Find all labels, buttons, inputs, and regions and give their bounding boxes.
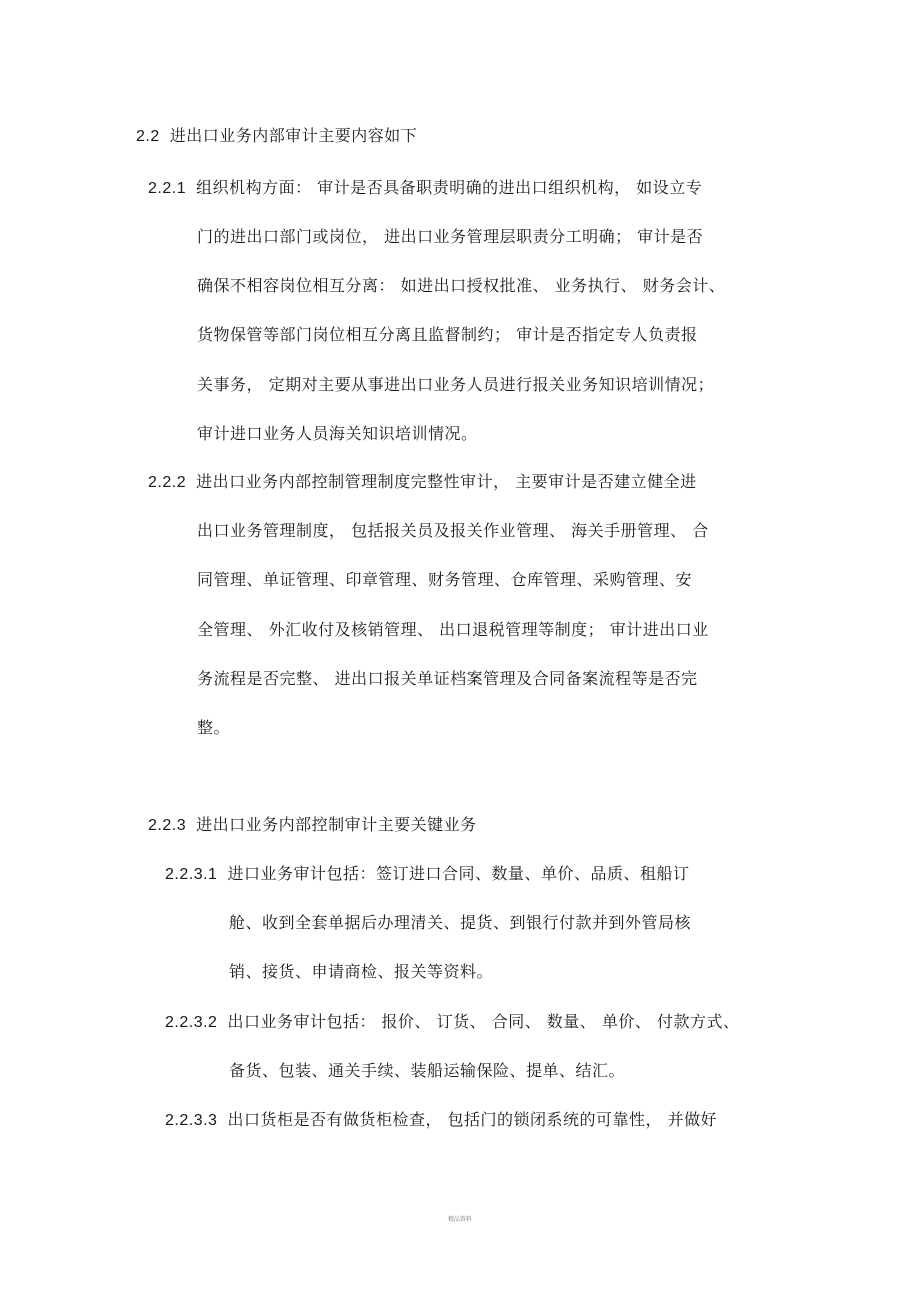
section-number: 2.2.3.2: [165, 1014, 218, 1031]
section-number: 2.2: [136, 128, 160, 145]
paragraph-line: 舱、收到全套单据后办理清关、提货、到银行付款并到外管局核: [229, 913, 692, 932]
section-number: 2.2.1: [148, 180, 187, 197]
paragraph-line: 全管理、 外汇收付及核销管理、 出口退税管理等制度； 审计进出口业: [197, 620, 709, 639]
paragraph-line: 确保不相容岗位相互分离： 如进出口授权批准、 业务执行、 财务会计、: [197, 276, 726, 295]
section-2-2-3-1-line: [165, 864, 689, 885]
paragraph-line: 整。: [197, 718, 231, 737]
paragraph-line: 出口业务管理制度， 包括报关员及报关作业管理、 海关手册管理、 合: [197, 521, 709, 540]
section-2-2-1-line: [148, 178, 702, 199]
section-number: 2.2.3: [148, 817, 187, 834]
paragraph-line: 同管理、单证管理、印章管理、财务管理、仓库管理、采购管理、安: [197, 570, 693, 589]
paragraph-line: 组织机构方面： 审计是否具备职责明确的进出口组织机构， 如设立专: [196, 178, 703, 197]
paragraph-line: 务流程是否完整、 进出口报关单证档案管理及合同备案流程等是否完: [197, 669, 698, 688]
paragraph-line: 出口货柜是否有做货柜检查， 包括门的锁闭系统的可靠性， 并做好: [227, 1110, 718, 1129]
page-footer: 精品资料: [447, 1216, 472, 1223]
section-2-2-3-heading: [148, 815, 477, 836]
paragraph-line: 销、接货、申请商检、报关等资料。: [229, 962, 494, 981]
section-2-2-heading: [136, 126, 417, 147]
section-title: 进出口业务内部审计主要内容如下: [169, 126, 418, 145]
section-number: 2.2.3.3: [165, 1112, 218, 1129]
section-2-2-3-3-line: [165, 1110, 717, 1131]
section-title: 进出口业务内部控制审计主要关键业务: [196, 815, 477, 834]
section-number: 2.2.3.1: [165, 866, 218, 883]
paragraph-line: 进出口业务内部控制管理制度完整性审计， 主要审计是否建立健全进: [196, 472, 697, 491]
paragraph-line: 关事务， 定期对主要从事进出口业务人员进行报关业务知识培训情况；: [197, 375, 715, 394]
section-number: 2.2.2: [148, 474, 187, 491]
section-2-2-2-line: [148, 472, 697, 493]
section-2-2-3-2-line: [165, 1012, 739, 1033]
paragraph-line: 进口业务审计包括：签订进口合同、数量、单价、品质、租船订: [227, 864, 690, 883]
paragraph-line: 门的进出口部门或岗位， 进出口业务管理层职责分工明确； 审计是否: [197, 227, 704, 246]
paragraph-line: 审计进口业务人员海关知识培训情况。: [197, 424, 478, 443]
paragraph-line: 出口业务审计包括： 报价、 订货、 合同、 数量、 单价、 付款方式、: [227, 1012, 740, 1031]
paragraph-line: 货物保管等部门岗位相互分离且监督制约； 审计是否指定专人负责报: [197, 325, 698, 344]
paragraph-line: 备货、包装、通关手续、装船运输保险、提单、结汇。: [229, 1061, 626, 1080]
